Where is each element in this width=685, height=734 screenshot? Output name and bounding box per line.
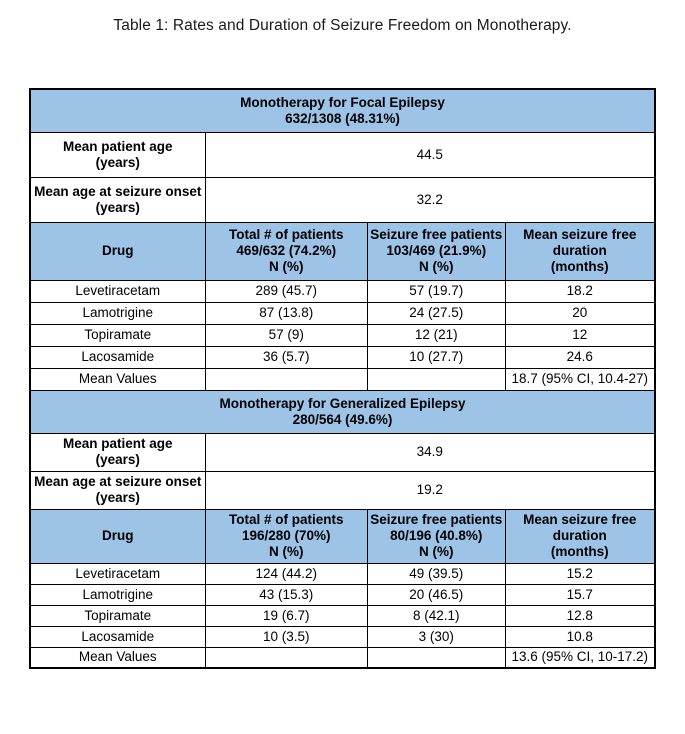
mean-duration: 15.7 <box>505 584 655 605</box>
drug-row-lacosamide-1 <box>30 346 655 368</box>
section-1-title: Monotherapy for Focal Epilepsy <box>240 94 445 110</box>
section-2-title: Monotherapy for Generalized Epilepsy <box>219 395 466 411</box>
mean-duration: 12.8 <box>505 605 655 626</box>
drug-name: Lamotrigine <box>30 302 205 324</box>
label-line: (years) <box>95 452 140 467</box>
seizure-free-patients: 12 (21) <box>368 324 506 346</box>
drug-name: Topiramate <box>30 605 205 626</box>
header-line: Seizure free patients <box>370 512 503 528</box>
seizure-free-patients: 20 (46.5) <box>368 584 506 605</box>
drug-row-lamotrigine-2 <box>30 584 655 605</box>
total-patients: 43 (15.3) <box>205 584 368 605</box>
drug-name: Topiramate <box>30 324 205 346</box>
header-line: (months) <box>550 543 609 559</box>
onset-age-label-1 <box>30 177 205 222</box>
mean-age-label-1 <box>30 132 205 177</box>
mean-duration: 18.7 (95% CI, 10.4-27) <box>505 368 655 390</box>
duration-column-header-1 <box>505 222 655 280</box>
mean-values-row-2 <box>30 647 655 668</box>
header-line: Mean seizure free duration <box>523 227 637 259</box>
seizure-free-column-header-2 <box>368 509 506 563</box>
drug-name: Lacosamide <box>30 626 205 647</box>
mean-duration: 10.8 <box>505 626 655 647</box>
total-patients: 10 (3.5) <box>205 626 368 647</box>
header-line: N (%) <box>269 258 304 274</box>
seizure-free-patients: 10 (27.7) <box>368 346 506 368</box>
mean-duration: 15.2 <box>505 563 655 584</box>
header-line: (months) <box>550 258 609 274</box>
seizure-freedom-table <box>29 88 656 669</box>
total-patients: 289 (45.7) <box>205 280 368 302</box>
section-1-ratio: 632/1308 (48.31%) <box>285 110 400 126</box>
duration-column-header-2 <box>505 509 655 563</box>
seizure-free-patients <box>368 368 506 390</box>
seizure-free-patients: 49 (39.5) <box>368 563 506 584</box>
drug-row-lamotrigine-1 <box>30 302 655 324</box>
label-line: Mean patient age <box>62 436 173 452</box>
drug-column-header-2: Drug <box>30 509 205 563</box>
total-column-header-2 <box>205 509 368 563</box>
onset-age-value-1: 32.2 <box>205 177 655 222</box>
header-line: 103/469 (21.9%) <box>386 243 487 259</box>
total-patients: 87 (13.8) <box>205 302 368 324</box>
mean-duration: 18.2 <box>505 280 655 302</box>
total-patients: 57 (9) <box>205 324 368 346</box>
seizure-free-patients: 3 (30) <box>368 626 506 647</box>
drug-row-levetiracetam-1 <box>30 280 655 302</box>
label-line: (years) <box>95 154 140 170</box>
section-1-header-row <box>30 89 655 132</box>
drug-name: Lacosamide <box>30 346 205 368</box>
mean-age-label-2 <box>30 433 205 471</box>
total-patients: 36 (5.7) <box>205 346 368 368</box>
drug-column-header-1: Drug <box>30 222 205 280</box>
label-line: Mean age at seizure onset <box>34 474 202 490</box>
header-line: Seizure free patients <box>370 227 503 243</box>
onset-age-label-2 <box>30 471 205 509</box>
section-2-ratio: 280/564 (49.6%) <box>292 411 393 427</box>
mean-duration: 12 <box>505 324 655 346</box>
drug-row-lacosamide-2 <box>30 626 655 647</box>
header-line: Total # of patients <box>228 227 344 243</box>
header-line: 469/632 (74.2%) <box>236 243 337 259</box>
header-line: 80/196 (40.8%) <box>390 528 483 544</box>
mean-duration: 13.6 (95% CI, 10-17.2) <box>505 647 655 668</box>
page-title: Table 1: Rates and Duration of Seizure Freedom on Monotherapy. <box>113 17 572 34</box>
header-line: N (%) <box>419 543 454 559</box>
total-patients <box>205 647 368 668</box>
drug-name: Mean Values <box>30 647 205 668</box>
label-line: Mean age at seizure onset <box>34 183 202 199</box>
section-2-header-cell <box>30 390 655 433</box>
section-1-header-cell <box>30 89 655 132</box>
drug-name: Lamotrigine <box>30 584 205 605</box>
header-line: Mean seizure free duration <box>523 512 637 544</box>
drug-row-levetiracetam-2 <box>30 563 655 584</box>
mean-values-row-1 <box>30 368 655 390</box>
onset-age-value-2: 19.2 <box>205 471 655 509</box>
drug-row-topiramate-1 <box>30 324 655 346</box>
header-line: 196/280 (70%) <box>241 528 331 544</box>
seizure-free-patients: 8 (42.1) <box>368 605 506 626</box>
drug-row-topiramate-2 <box>30 605 655 626</box>
total-patients <box>205 368 368 390</box>
info-row-mean-age-1 <box>30 132 655 177</box>
mean-duration: 24.6 <box>505 346 655 368</box>
seizure-free-patients <box>368 647 506 668</box>
section-2-header-row <box>30 390 655 433</box>
seizure-free-patients: 57 (19.7) <box>368 280 506 302</box>
drug-name: Mean Values <box>30 368 205 390</box>
header-line: N (%) <box>269 543 304 559</box>
mean-age-value-2: 34.9 <box>205 433 655 471</box>
seizure-free-column-header-1 <box>368 222 506 280</box>
column-header-row-2 <box>30 509 655 563</box>
info-row-onset-age-1 <box>30 177 655 222</box>
drug-name: Levetiracetam <box>30 563 205 584</box>
total-patients: 19 (6.7) <box>205 605 368 626</box>
total-column-header-1 <box>205 222 368 280</box>
info-row-mean-age-2 <box>30 433 655 471</box>
total-patients: 124 (44.2) <box>205 563 368 584</box>
header-line: N (%) <box>419 258 454 274</box>
mean-duration: 20 <box>505 302 655 324</box>
drug-name: Levetiracetam <box>30 280 205 302</box>
column-header-row-1 <box>30 222 655 280</box>
label-line: (years) <box>95 199 140 215</box>
header-line: Total # of patients <box>228 512 344 528</box>
label-line: (years) <box>95 490 140 505</box>
mean-age-value-1: 44.5 <box>205 132 655 177</box>
label-line: Mean patient age <box>62 138 173 154</box>
info-row-onset-age-2 <box>30 471 655 509</box>
seizure-free-patients: 24 (27.5) <box>368 302 506 324</box>
